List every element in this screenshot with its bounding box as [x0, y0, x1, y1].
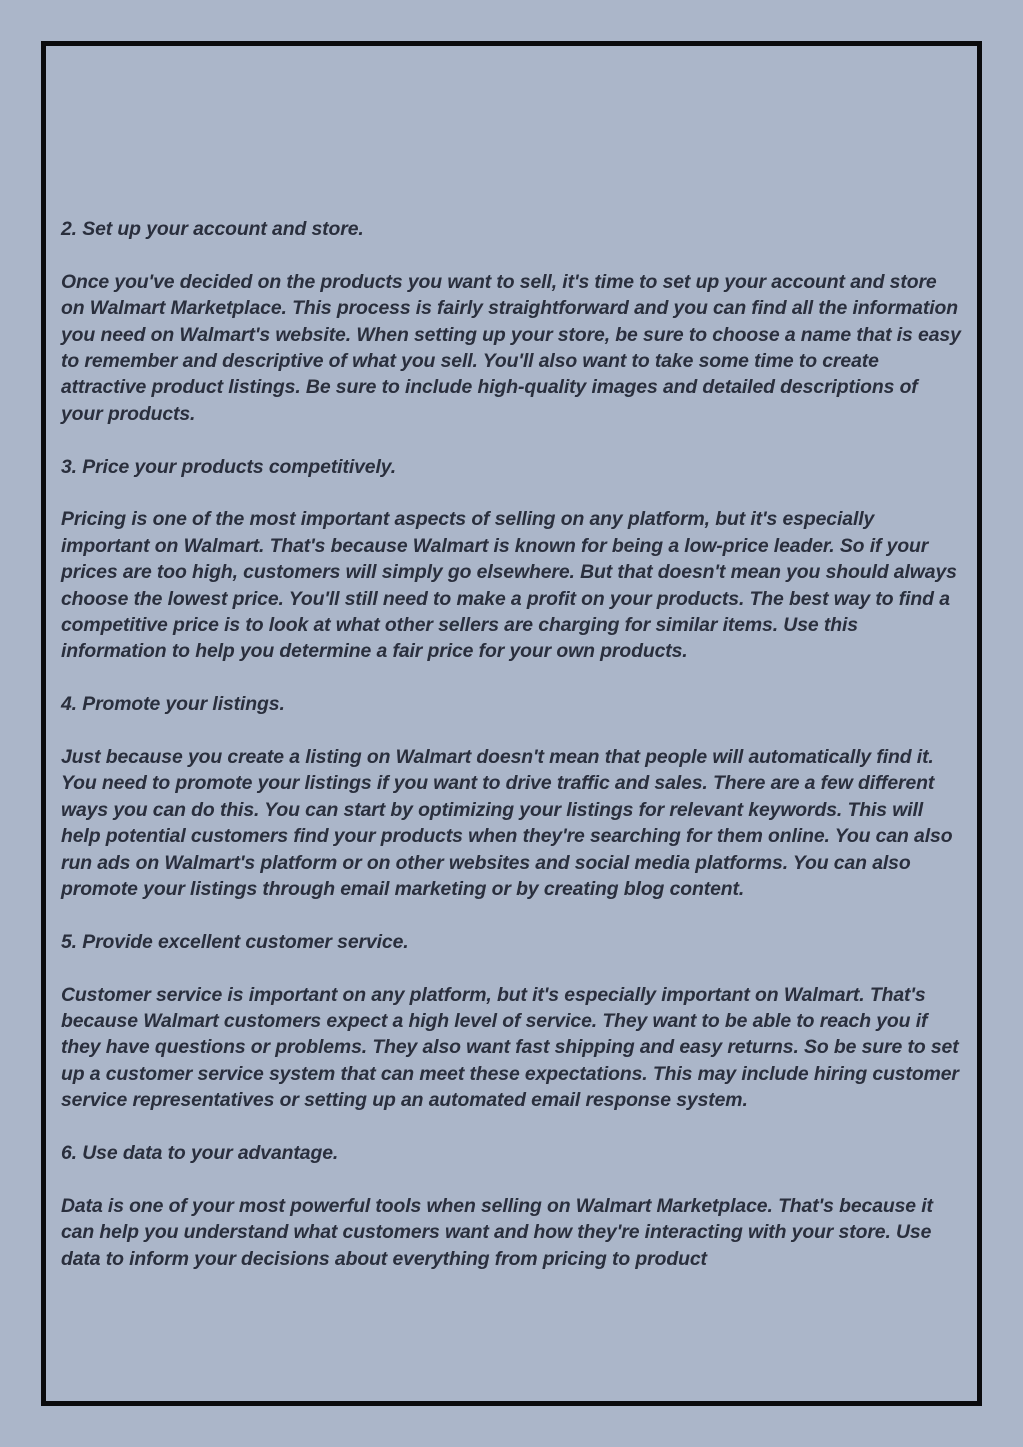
- section-heading-4: 4. Promote your listings.: [61, 693, 285, 716]
- section-heading-2: 2. Set up your account and store.: [61, 218, 364, 240]
- section-paragraph-3: Pricing is one of the most important aspects of selling on any platform, but it's especially important on Walmart. That's because Walmart is known for being a low-price leader. So if your prices are too high, customers will simply go elsewhere. But that doesn't mean you should always choose the lowest price. You'll still need to make a profit on your products. The best way to find a competitive price is to look at what other sellers are charging for similar items. Use this information to help you determine a fair price for your own products.: [61, 508, 957, 663]
- section-paragraph-6: Data is one of your most powerful tools when selling on Walmart Marketplace. That's because it can help you understand what customers want and how they're interacting with your store. Use data to inform your decisions about everything from pricing to product: [61, 1194, 933, 1270]
- section-heading-5: 5. Provide excellent customer service.: [61, 930, 409, 953]
- section-heading-6: 6. Use data to your advantage.: [61, 1142, 339, 1165]
- document-body: [61, 216, 961, 1299]
- section-paragraph-2: Once you've decided on the products you want to sell, it's time to set up your account and store on Walmart Marketplace. This process is fairly straightforward and you can find all the information you need on Walmart's website. When setting up your store, be sure to choose a name that is easy to remember and descriptive of what you sell. You'll also want to take some time to create attractive product listings. Be sure to include high-quality images and detailed descriptions of your products.: [61, 270, 961, 425]
- section-paragraph-4: Just because you create a listing on Walmart doesn't mean that people will automatically find it. You need to promote your listings if you want to drive traffic and sales. There are a few different ways you can do this. You can start by optimizing your listings for relevant keywords. This will help potential customers find your products when they're searching for them online. You can also run ads on Walmart's platform or on other websites and social media platforms. You can also promote your listings through email marketing or by creating blog content.: [61, 746, 953, 901]
- section-heading-3: 3. Price your products competitively.: [61, 455, 397, 478]
- section-paragraph-5: Customer service is important on any platform, but it's especially important on Walmart. That's because Walmart customers expect a high level of service. They want to be able to reach you if they have questions or problems. They also want fast shipping and easy returns. So be sure to set up a customer service system that can meet these expectations. This may include hiring customer service representatives or setting up an automated email response system.: [61, 983, 959, 1112]
